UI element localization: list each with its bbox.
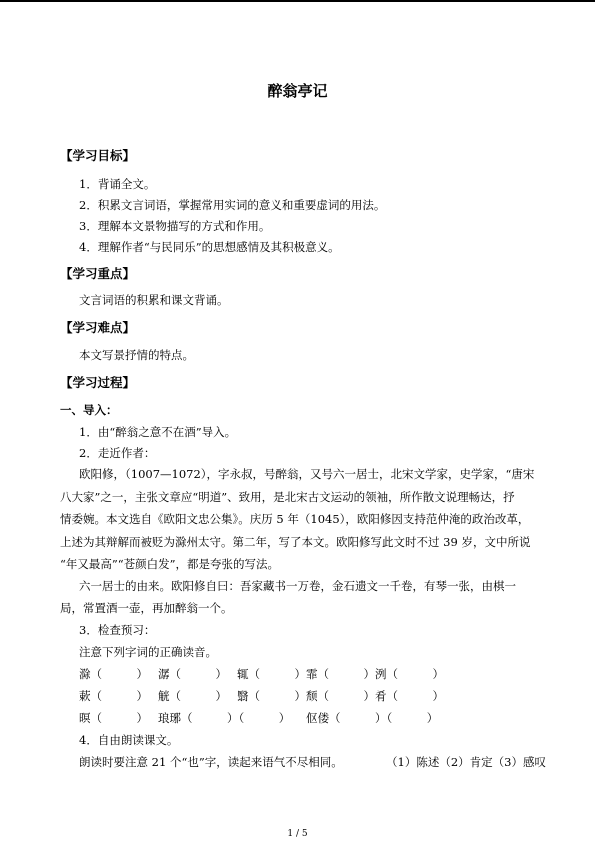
goal-item-3: 3．理解本文景物描写的方式和作用。: [79, 219, 271, 233]
author-line-1: 欧阳修，（1007—1072），字永叔，号醉翁，又号六一居士，北宋文学家，史学家，“唐宋: [79, 467, 535, 481]
step-1: 1．由“醉翁之意不在酒”导入。: [79, 425, 237, 439]
pron-item: 颓（ ）: [306, 689, 375, 703]
pron-instruction: 注意下列字词的正确读音。: [79, 645, 217, 659]
pron-item: 琅琊（ ）（ ）: [158, 711, 291, 725]
liuyi-line-1: 六一居士的由来。欧阳修自曰：吾家藏书一万卷，金石遗文一千卷，有琴一张，由棋一: [79, 579, 516, 593]
author-line-3: 情委婉。本文选自《欧阳文忠公集》。庆历 5 年（1045），欧阳修因支持范仲淹的政治改革，: [60, 512, 530, 526]
part1-heading: 一、导入：: [60, 403, 118, 417]
page-top-border: [0, 0, 595, 2]
focus-text: 文言词语的积累和课文背诵。: [79, 293, 229, 307]
author-line-4: 上述为其辩解而被贬为滁州太守。第二年，写了本文。欧阳修写此文时不过 39 岁，文中所说: [60, 535, 531, 549]
section-heading-process: 【学习过程】: [60, 375, 136, 390]
author-line-2: 八大家”之一，主张文章应“明道”、致用，是北宋古文运动的领袖，所作散文说理畅达，抒: [60, 490, 515, 504]
goal-item-2: 2．积累文言词语，掌握常用实词的意义和重要虚词的用法。: [79, 198, 386, 212]
goal-item-1: 1．背诵全文。: [79, 177, 156, 191]
pron-item: 暝（ ）: [79, 711, 148, 725]
pron-item: 辄（ ）: [237, 667, 306, 681]
ye-tone-types: （1）陈述（2）肯定（3）感叹: [386, 755, 546, 769]
section-heading-difficulty: 【学习难点】: [60, 320, 136, 335]
page-title: 醉翁亭记: [267, 82, 328, 100]
pron-item: 翳（ ）: [237, 689, 306, 703]
step-3: 3．检查预习：: [79, 623, 156, 637]
step-2: 2．走近作者：: [79, 446, 156, 460]
section-heading-focus: 【学习重点】: [60, 266, 136, 281]
ye-note: 朗读时要注意 21 个“也”字，读起来语气不尽相同。: [79, 755, 343, 769]
pron-item: 肴（ ）: [375, 689, 444, 703]
pron-item: 滁（ ）: [79, 667, 148, 681]
pron-item: 觥（ ）: [158, 689, 227, 703]
difficulty-text: 本文写景抒情的特点。: [79, 348, 194, 362]
page-number: 1 / 5: [287, 829, 308, 839]
liuyi-line-2: 局，常置酒一壶，再加醉翁一个。: [60, 601, 233, 615]
author-line-5: “年又最高”“苍颜白发”，都是夸张的写法。: [60, 557, 280, 571]
pron-item: 潺（ ）: [158, 667, 227, 681]
section-heading-goals: 【学习目标】: [60, 148, 136, 163]
pron-item: 伛偻（ ）（ ）: [306, 711, 439, 725]
pron-item: 蔌（ ）: [79, 689, 148, 703]
step-4: 4．自由朗读课文。: [79, 733, 179, 747]
pron-item: 霏（ ）: [306, 667, 375, 681]
pron-item: 洌（ ）: [375, 667, 444, 681]
goal-item-4: 4．理解作者“与民同乐”的思想感情及其积极意义。: [79, 240, 340, 254]
